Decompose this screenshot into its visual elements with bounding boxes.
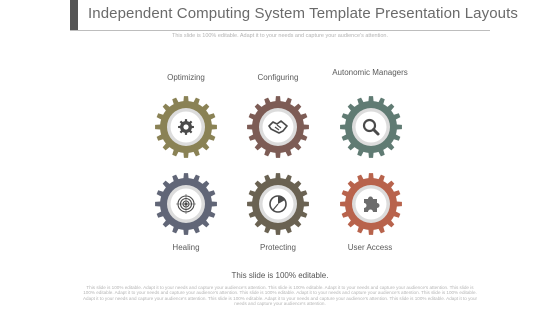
title-accent-bar [70,0,78,30]
gear-label-protecting: Protecting [259,243,297,252]
gear-center [356,112,387,143]
gear-label-autonomic-managers: Autonomic Managers [332,68,408,77]
gear-label-optimizing: Optimizing [167,73,205,82]
gear-label-configuring: Configuring [257,73,299,82]
page-title: Independent Computing System Template Presentation Layouts [88,5,518,22]
gear-autonomic-managers [339,95,403,159]
footer-text: This slide is 100% editable. Adapt it to your needs and capture your audience's attention. This slide is 100% editable. Adapt it to your needs and capture your audience's attention. This slide is 100% editable. Adapt it to your needs and capture your audience's attention. This slide is 100% editable. Adapt it to your needs and capture your audience's attention. This slide is 100% editable. Adapt it to your needs and capture your audience's attention. This slide is 100% editable. Adapt it to your needs and capture your audience's attention. This slide is 100% editable. Adapt it to your needs and capture your audience's attention. [82,285,478,307]
gear-healing [154,172,218,236]
settings-gear-icon [178,119,194,135]
gear-user-access [339,172,403,236]
editable-note: This slide is 100% editable. [231,271,329,280]
title-divider [70,30,490,31]
gear-center [263,112,294,143]
gear-label-user-access: User Access [347,243,393,252]
gear-label-healing: Healing [172,243,200,252]
gear-protecting [246,172,310,236]
gear-configuring [246,95,310,159]
gear-optimizing [154,95,218,159]
page-subtitle: This slide is 100% editable. Adapt it to your needs and capture your audience's attention. [172,33,388,39]
